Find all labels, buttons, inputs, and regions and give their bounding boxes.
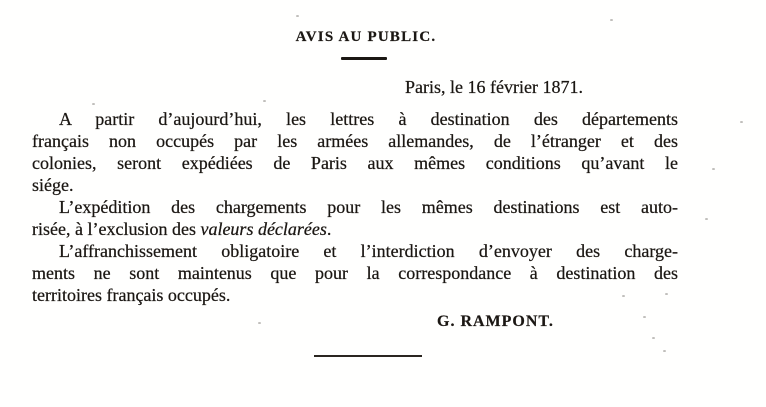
scan-speck bbox=[712, 168, 715, 170]
scan-speck bbox=[92, 103, 95, 105]
body-line-segment-italic: valeurs déclarées bbox=[200, 219, 327, 239]
body-line: territoires français occupés. bbox=[32, 285, 231, 305]
body-line: siége. bbox=[32, 175, 74, 195]
scan-speck bbox=[610, 19, 613, 21]
body-line-segment: risée, à l’exclusion des bbox=[32, 219, 201, 239]
scan-speck bbox=[622, 295, 625, 297]
body-line: français non occupés par les armées allemandes, de l’étranger et des bbox=[32, 131, 678, 151]
scan-speck bbox=[663, 350, 666, 352]
dateline: Paris, le 16 février 1871. bbox=[405, 77, 583, 97]
scan-speck bbox=[665, 293, 668, 295]
body-line: L’expédition des chargements pour les mêmes destinations est auto- bbox=[59, 197, 678, 217]
body-line bbox=[32, 218, 678, 240]
scan-speck bbox=[643, 316, 646, 318]
bottom-divider-rule bbox=[314, 355, 422, 357]
body-line: ments ne sont maintenus que pour la correspondance à destination des bbox=[32, 263, 678, 283]
scan-speck bbox=[740, 121, 743, 123]
scan-speck bbox=[705, 218, 708, 220]
notice-body bbox=[32, 108, 678, 306]
body-line: L’affranchissement obligatoire et l’interdiction d’envoyer des charge- bbox=[59, 241, 678, 261]
scan-speck bbox=[263, 100, 266, 102]
body-line: A partir d’aujourd’hui, les lettres à destination des départements bbox=[59, 109, 678, 129]
scan-speck bbox=[296, 15, 299, 17]
page-title: AVIS AU PUBLIC. bbox=[295, 29, 437, 45]
scan-speck bbox=[258, 322, 261, 324]
body-line: colonies, seront expédiées de Paris aux mêmes conditions qu’avant le bbox=[32, 153, 678, 173]
signature: G. RAMPONT. bbox=[437, 313, 554, 330]
scan-speck bbox=[652, 337, 655, 339]
body-line-segment: . bbox=[326, 219, 332, 239]
title-divider-rule bbox=[341, 57, 387, 60]
